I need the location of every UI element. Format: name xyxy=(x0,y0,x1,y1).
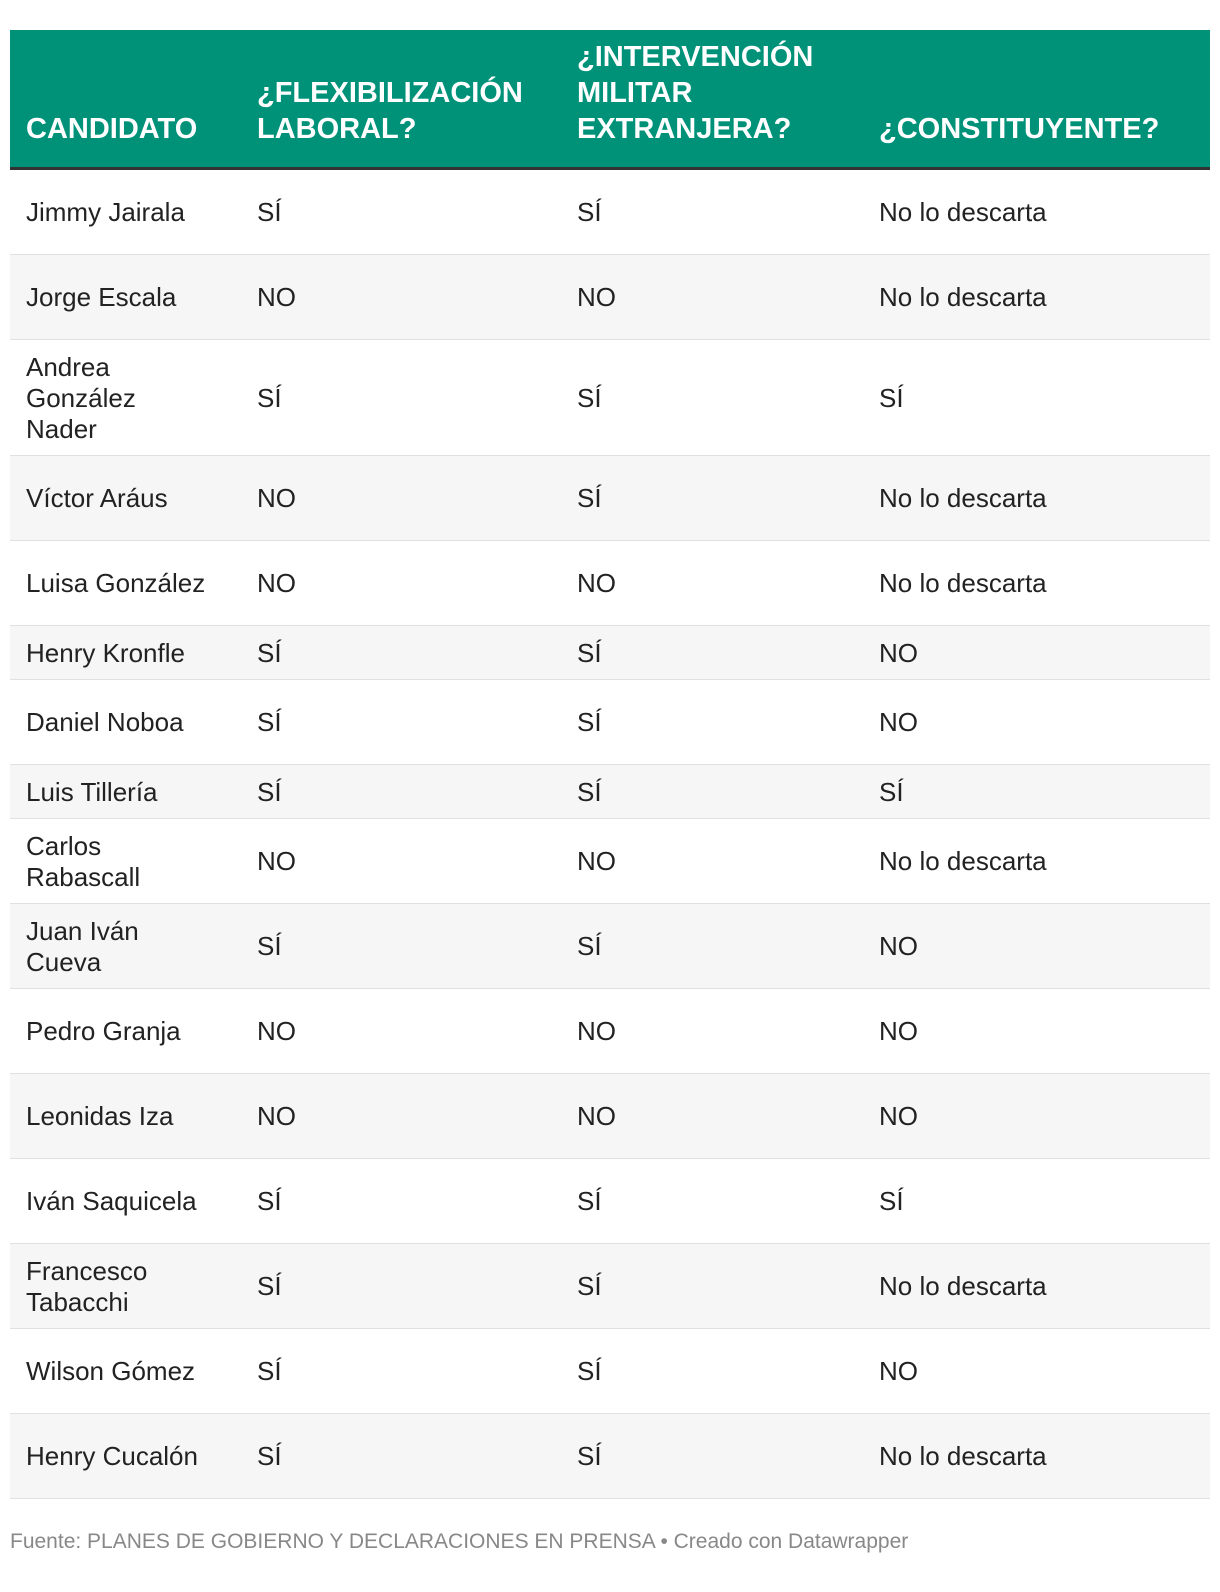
cell-foreign-military-intervention: NO xyxy=(561,1073,853,1158)
table-row xyxy=(10,1158,1210,1243)
source-footer: Fuente: PLANES DE GOBIERNO Y DECLARACIONES EN PRENSA • Creado con Datawrapper xyxy=(10,1530,909,1553)
cell-labor-flexibilization: NO xyxy=(241,988,561,1073)
cell-foreign-military-intervention: NO xyxy=(561,988,853,1073)
cell-labor-flexibilization: SÍ xyxy=(241,625,561,679)
cell-foreign-military-intervention: SÍ xyxy=(561,1158,853,1243)
table-row xyxy=(10,679,1210,764)
cell-labor-flexibilization: NO xyxy=(241,1073,561,1158)
cell-constituent: No lo descarta xyxy=(853,1243,1210,1328)
cell-labor-flexibilization: NO xyxy=(241,455,561,540)
header-labor-flexibilization[interactable]: ¿FLEXIBILIZACIÓN LABORAL? xyxy=(241,30,561,168)
cell-candidate: Leonidas Iza xyxy=(10,1073,241,1158)
cell-labor-flexibilization: SÍ xyxy=(241,168,561,254)
table-row xyxy=(10,1073,1210,1158)
table-header xyxy=(10,30,1210,168)
cell-candidate: Luisa González xyxy=(10,540,241,625)
cell-constituent: No lo descarta xyxy=(853,818,1210,903)
cell-foreign-military-intervention: SÍ xyxy=(561,625,853,679)
cell-constituent: No lo descarta xyxy=(853,455,1210,540)
header-row xyxy=(10,30,1210,168)
cell-foreign-military-intervention: SÍ xyxy=(561,679,853,764)
table-row xyxy=(10,455,1210,540)
comparison-table-container xyxy=(10,30,1210,1499)
cell-constituent: NO xyxy=(853,903,1210,988)
cell-constituent: NO xyxy=(853,625,1210,679)
cell-foreign-military-intervention: SÍ xyxy=(561,1243,853,1328)
cell-labor-flexibilization: NO xyxy=(241,254,561,339)
table-row xyxy=(10,540,1210,625)
cell-candidate: Luis Tillería xyxy=(10,764,241,818)
cell-candidate: Iván Saquicela xyxy=(10,1158,241,1243)
cell-foreign-military-intervention: SÍ xyxy=(561,1413,853,1498)
cell-foreign-military-intervention: SÍ xyxy=(561,455,853,540)
table-row xyxy=(10,1243,1210,1328)
table-row xyxy=(10,1328,1210,1413)
cell-candidate: Daniel Noboa xyxy=(10,679,241,764)
cell-constituent: NO xyxy=(853,679,1210,764)
table-row xyxy=(10,818,1210,903)
cell-constituent: No lo descarta xyxy=(853,540,1210,625)
cell-constituent: No lo descarta xyxy=(853,1413,1210,1498)
cell-candidate: Jorge Escala xyxy=(10,254,241,339)
cell-constituent: NO xyxy=(853,988,1210,1073)
cell-foreign-military-intervention: SÍ xyxy=(561,339,853,455)
candidates-table xyxy=(10,30,1210,1499)
cell-candidate: Jimmy Jairala xyxy=(10,168,241,254)
cell-candidate: Víctor Aráus xyxy=(10,455,241,540)
cell-candidate: Wilson Gómez xyxy=(10,1328,241,1413)
cell-labor-flexibilization: SÍ xyxy=(241,764,561,818)
header-constituent[interactable]: ¿CONSTITUYENTE? xyxy=(853,30,1210,168)
cell-labor-flexibilization: SÍ xyxy=(241,679,561,764)
table-row xyxy=(10,625,1210,679)
cell-candidate: Carlos Rabascall xyxy=(10,818,241,903)
cell-foreign-military-intervention: NO xyxy=(561,254,853,339)
cell-foreign-military-intervention: SÍ xyxy=(561,764,853,818)
cell-foreign-military-intervention: NO xyxy=(561,540,853,625)
cell-foreign-military-intervention: SÍ xyxy=(561,168,853,254)
cell-constituent: No lo descarta xyxy=(853,254,1210,339)
cell-candidate: Henry Kronfle xyxy=(10,625,241,679)
cell-candidate: Juan Iván Cueva xyxy=(10,903,241,988)
table-row xyxy=(10,764,1210,818)
cell-candidate: Pedro Granja xyxy=(10,988,241,1073)
cell-labor-flexibilization: NO xyxy=(241,540,561,625)
cell-candidate: Andrea González Nader xyxy=(10,339,241,455)
cell-constituent: SÍ xyxy=(853,1158,1210,1243)
cell-foreign-military-intervention: SÍ xyxy=(561,1328,853,1413)
cell-labor-flexibilization: SÍ xyxy=(241,1243,561,1328)
cell-foreign-military-intervention: NO xyxy=(561,818,853,903)
table-body xyxy=(10,168,1210,1498)
cell-labor-flexibilization: SÍ xyxy=(241,1413,561,1498)
cell-constituent: NO xyxy=(853,1328,1210,1413)
table-row xyxy=(10,903,1210,988)
table-row xyxy=(10,988,1210,1073)
cell-labor-flexibilization: SÍ xyxy=(241,1328,561,1413)
header-foreign-military-intervention[interactable]: ¿INTERVENCIÓN MILITAR EXTRANJERA? xyxy=(561,30,853,168)
cell-labor-flexibilization: SÍ xyxy=(241,339,561,455)
cell-labor-flexibilization: SÍ xyxy=(241,1158,561,1243)
table-row xyxy=(10,168,1210,254)
cell-candidate: Francesco Tabacchi xyxy=(10,1243,241,1328)
header-candidate[interactable]: CANDIDATO xyxy=(10,30,241,168)
cell-constituent: No lo descarta xyxy=(853,168,1210,254)
cell-constituent: NO xyxy=(853,1073,1210,1158)
cell-labor-flexibilization: NO xyxy=(241,818,561,903)
table-row xyxy=(10,1413,1210,1498)
cell-constituent: SÍ xyxy=(853,339,1210,455)
cell-labor-flexibilization: SÍ xyxy=(241,903,561,988)
table-row xyxy=(10,254,1210,339)
cell-foreign-military-intervention: SÍ xyxy=(561,903,853,988)
table-row xyxy=(10,339,1210,455)
cell-constituent: SÍ xyxy=(853,764,1210,818)
cell-candidate: Henry Cucalón xyxy=(10,1413,241,1498)
